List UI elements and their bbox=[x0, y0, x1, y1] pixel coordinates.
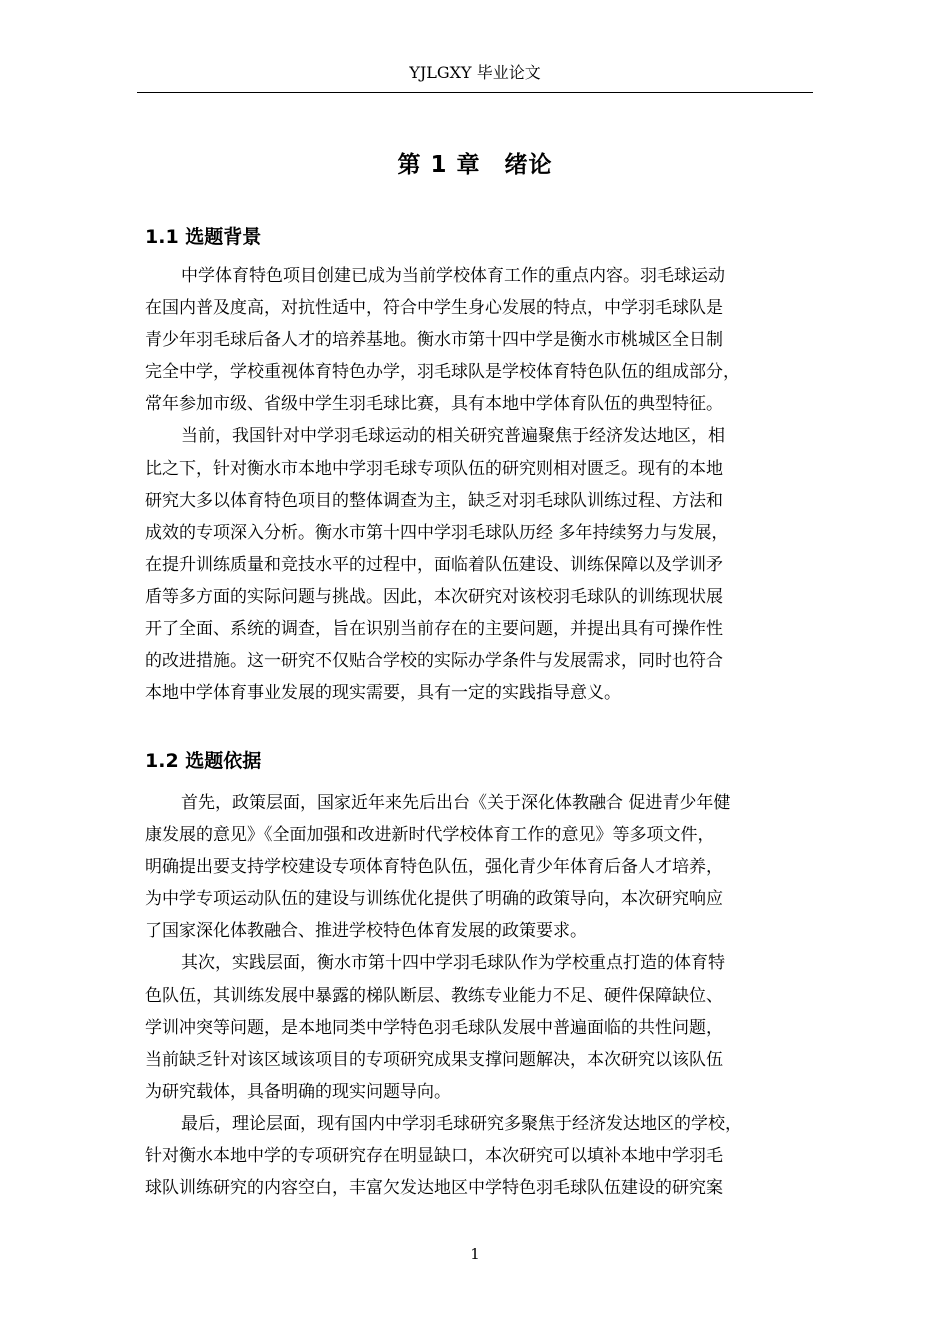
text-line: 最后，理论层面，现有国内中学羽毛球研究多聚焦于经济发达地区的学校， bbox=[181, 1113, 742, 1134]
text-line: 开了全面、系统的调查，旨在识别当前存在的主要问题，并提出具有可操作性 bbox=[145, 619, 723, 640]
section-1-1-body bbox=[145, 260, 815, 709]
text-line: 完全中学，学校重视体育特色办学，羽毛球队是学校体育特色队伍的组成部分， bbox=[145, 362, 740, 383]
text-line: 在国内普及度高，对抗性适中，符合中学生身心发展的特点，中学羽毛球队是 bbox=[145, 298, 723, 319]
text-line: 研究大多以体育特色项目的整体调查为主，缺乏对羽毛球队训练过程、方法和 bbox=[145, 490, 723, 511]
section-1-2-body bbox=[145, 787, 815, 1204]
paragraph bbox=[145, 260, 815, 420]
paragraph bbox=[145, 947, 815, 1107]
text-line: 在提升训练质量和竞技水平的过程中，面临着队伍建设、训练保障以及学训矛 bbox=[145, 554, 723, 575]
text-line: 当前，我国针对中学羽毛球运动的相关研究普遍聚焦于经济发达地区，相 bbox=[181, 426, 725, 447]
text-line: 的改进措施。这一研究不仅贴合学校的实际办学条件与发展需求，同时也符合 bbox=[145, 651, 723, 672]
text-line: 为研究载体，具备明确的现实问题导向。 bbox=[145, 1081, 451, 1102]
paragraph bbox=[145, 420, 815, 709]
text-line: 当前缺乏针对该区域该项目的专项研究成果支撑问题解决，本次研究以该队伍 bbox=[145, 1049, 723, 1070]
text-line: 首先，政策层面，国家近年来先后出台《关于深化体教融合 促进青少年健 bbox=[181, 793, 731, 813]
text-line: 针对衡水本地中学的专项研究存在明显缺口，本次研究可以填补本地中学羽毛 bbox=[145, 1146, 723, 1167]
chapter-title: 第 1 章 绪论 bbox=[397, 152, 553, 178]
text-line: 成效的专项深入分析。衡水市第十四中学羽毛球队历经 多年持续努力与发展， bbox=[145, 522, 729, 543]
text-line: 康发展的意见》《全面加强和改进新时代学校体育工作的意见》等多项文件， bbox=[145, 825, 715, 846]
text-line: 常年参加市级、省级中学生羽毛球比赛，具有本地中学体育队伍的典型特征。 bbox=[145, 394, 723, 415]
text-line: 了国家深化体教融合、推进学校特色体育发展的政策要求。 bbox=[145, 921, 587, 942]
paragraph bbox=[145, 1108, 815, 1204]
text-line: 其次，实践层面，衡水市第十四中学羽毛球队作为学校重点打造的体育特 bbox=[181, 953, 725, 974]
paragraph bbox=[145, 787, 815, 947]
text-line: 比之下，针对衡水市本地中学羽毛球专项队伍的研究则相对匮乏。现有的本地 bbox=[145, 458, 723, 479]
header-text: YJLGXY 毕业论文 bbox=[409, 63, 541, 82]
text-line: 球队训练研究的内容空白，丰富欠发达地区中学特色羽毛球队伍建设的研究案 bbox=[145, 1178, 723, 1199]
text-line: 盾等多方面的实际问题与挑战。因此，本次研究对该校羽毛球队的训练现状展 bbox=[145, 586, 723, 607]
text-line: 中学体育特色项目创建已成为当前学校体育工作的重点内容。羽毛球运动 bbox=[181, 266, 725, 286]
page-number: 1 bbox=[470, 1245, 480, 1263]
section-heading-1-1: 1.1 选题背景 bbox=[145, 226, 262, 248]
section-heading-1-2: 1.2 选题依据 bbox=[145, 750, 262, 772]
text-line: 青少年羽毛球后备人才的培养基地。衡水市第十四中学是衡水市桃城区全日制 bbox=[145, 330, 723, 351]
page-header bbox=[137, 60, 813, 93]
text-line: 本地中学体育事业发展的现实需要，具有一定的实践指导意义。 bbox=[145, 683, 621, 704]
text-line: 色队伍，其训练发展中暴露的梯队断层、教练专业能力不足、硬件保障缺位、 bbox=[145, 985, 723, 1006]
text-line: 为中学专项运动队伍的建设与训练优化提供了明确的政策导向，本次研究响应 bbox=[145, 889, 723, 910]
text-line: 学训冲突等问题，是本地同类中学特色羽毛球队发展中普遍面临的共性问题， bbox=[145, 1017, 723, 1038]
text-line: 明确提出要支持学校建设专项体育特色队伍，强化青少年体育后备人才培养， bbox=[145, 857, 723, 878]
